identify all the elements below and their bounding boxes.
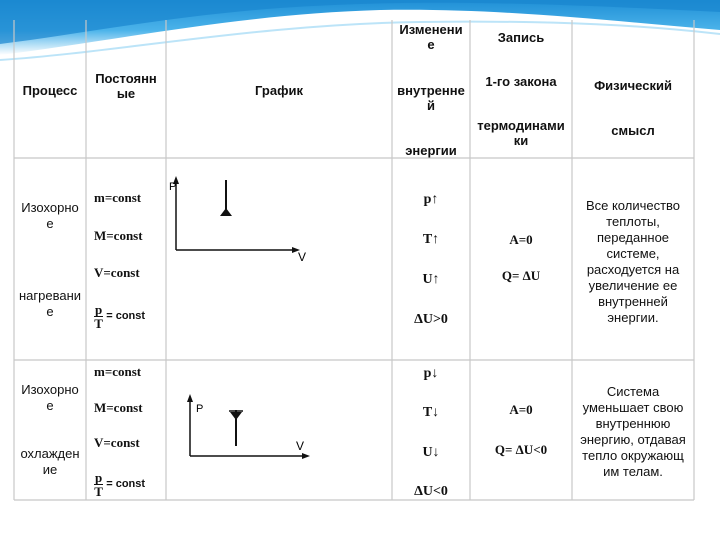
- row1-meaning-text: Все количество теплоты, переданное системе, расходуется на увеличение ее внутренней энергии.: [585, 198, 681, 325]
- row1-isochore-arrow-up: [220, 208, 232, 216]
- header-energy-change: [392, 22, 470, 158]
- row1-constants: [86, 190, 166, 330]
- row1-frac-den: T: [94, 315, 103, 331]
- row2-meaning-text: Система уменьшает свою внутреннюю энергию, отдавая тепло окружающ им телам.: [580, 384, 686, 479]
- row1-const-V: V=const: [94, 265, 140, 281]
- header-constants-label: Постоянн ые: [95, 71, 157, 101]
- row1-law-work: A=0: [509, 232, 533, 247]
- header-meaning-line2: смысл: [611, 123, 655, 138]
- header-energy-change-line3: энергии: [405, 143, 457, 158]
- row1-pt-fraction: [94, 303, 145, 330]
- header-law-record: [470, 30, 572, 148]
- header-graph-label: График: [255, 82, 303, 98]
- row1-meaning: [574, 182, 692, 342]
- row2-process-line2: охлажден ие: [20, 446, 80, 477]
- row2-law: [470, 402, 572, 458]
- row2-constants: [86, 364, 166, 498]
- header-meaning: [572, 78, 694, 138]
- row2-law-work: A=0: [509, 402, 533, 417]
- row1-change-dU: ΔU>0: [414, 312, 448, 327]
- row1-process-line1: Изохорно е: [21, 200, 79, 231]
- row1-process: [14, 200, 86, 320]
- row2-change-dU: ΔU<0: [414, 483, 448, 499]
- row2-pv-graph: [180, 390, 320, 470]
- row2-p-axis-arrow: [187, 394, 193, 402]
- row1-frac-eq: = const: [106, 310, 146, 323]
- row2-process-line1: Изохорно е: [21, 382, 79, 413]
- header-process-label: Процесс: [22, 82, 78, 98]
- row2-frac-den: T: [94, 483, 103, 499]
- row1-const-m: m=const: [94, 190, 142, 205]
- row2-change-U: U↓: [422, 444, 440, 460]
- header-energy-change-line1: Изменени е: [399, 22, 463, 52]
- row2-frac-eq: = const: [106, 478, 146, 491]
- row2-law-heat: Q= ΔU<0: [494, 442, 548, 457]
- row1-process-line2: нагревани е: [18, 288, 82, 319]
- row1-law-heat: Q= ΔU: [501, 268, 541, 283]
- row2-const-V: V=const: [94, 435, 140, 451]
- header-meaning-line1: Физический: [594, 78, 672, 93]
- row2-graph-v-label: V: [296, 439, 305, 453]
- row1-changes: [392, 192, 470, 328]
- row2-const-m: m=const: [94, 364, 142, 379]
- row2-graph-p-label: P: [196, 403, 204, 415]
- header-graph: [166, 60, 392, 120]
- header-law-record-line3: термодинами ки: [477, 118, 565, 148]
- row2-frac-num: p: [95, 469, 103, 485]
- header-energy-change-line2: внутренне й: [397, 82, 465, 113]
- row1-const-M: M=const: [94, 227, 143, 243]
- row1-change-p: p↑: [423, 192, 439, 207]
- header-process: [14, 60, 86, 120]
- row1-pv-graph: [166, 170, 326, 270]
- row2-isochore-arrow-down: [230, 412, 242, 420]
- row2-const-M: M=const: [94, 399, 143, 415]
- row2-change-p: p↓: [423, 366, 439, 381]
- row1-graph-p-label: P: [169, 181, 177, 193]
- row2-changes: [392, 366, 470, 500]
- header-constants: [86, 66, 166, 106]
- row2-change-T: T↓: [422, 405, 440, 421]
- row1-graph-v-label: V: [298, 250, 307, 264]
- row2-process: [14, 382, 86, 478]
- header-law-record-line1: Запись: [497, 30, 545, 45]
- header-law-record-line2: 1-го закона: [485, 74, 557, 89]
- row1-frac-num: p: [95, 301, 103, 317]
- row1-change-U: U↑: [422, 272, 440, 287]
- row2-v-axis-arrow: [302, 453, 310, 459]
- row2-meaning: [574, 372, 692, 492]
- row1-law: [470, 232, 572, 284]
- row1-change-T: T↑: [422, 232, 440, 247]
- row2-pt-fraction: [94, 471, 145, 498]
